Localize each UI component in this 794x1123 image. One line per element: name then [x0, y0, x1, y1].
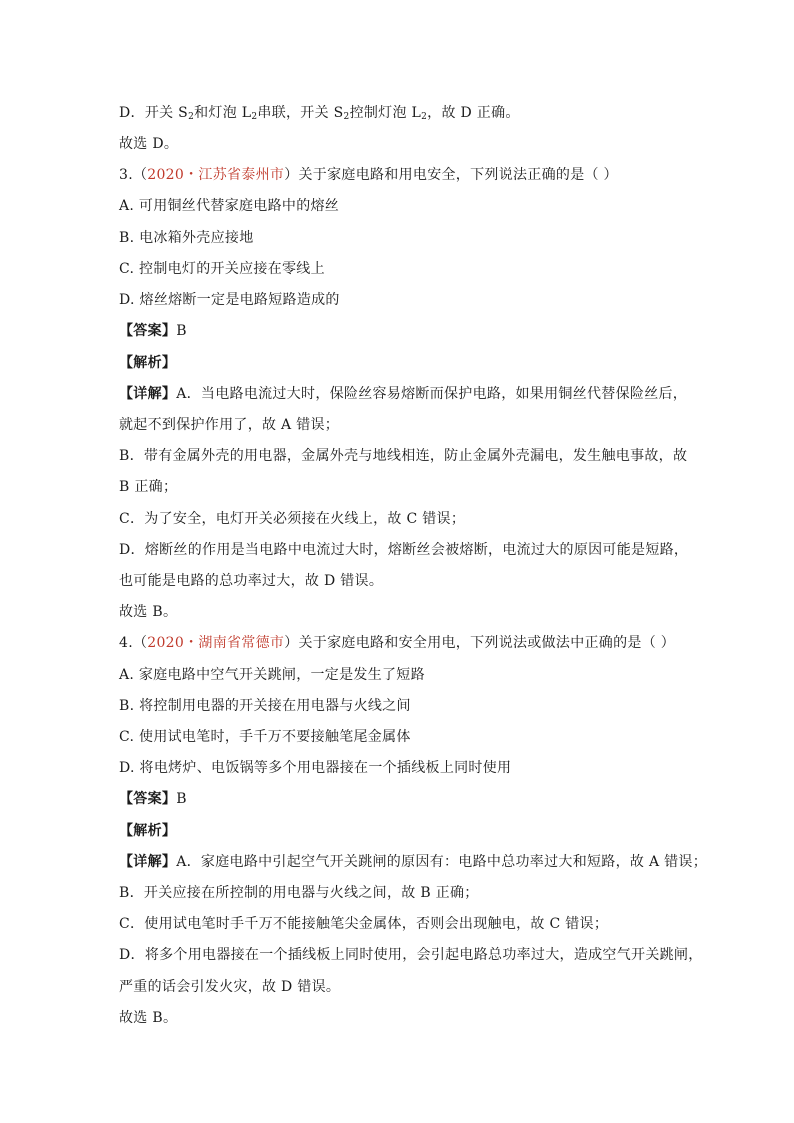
q4-option-b: B. 将控制用电器的开关接在用电器与火线之间	[119, 698, 411, 714]
detail-tag: 【详解】	[119, 386, 177, 402]
q4-detail-line: C．使用试电笔时手千万不能接触笔尖金属体，否则会出现触电，故 C 错误；	[119, 916, 609, 932]
q3-detail-line: 也可能是电路的总功率过大，故 D 错误。	[119, 573, 384, 589]
question-text: ）关于家庭电路和安全用电，下列说法或做法中正确的是（ ）	[284, 635, 676, 651]
detail-text: A．当电路电流过大时，保险丝容易熔断而保护电路，如果用铜丝代替保险丝后，	[176, 386, 688, 402]
q4-detail-line: 严重的话会引发火灾，故 D 错误。	[119, 979, 341, 995]
q3-option-c: C. 控制电灯的开关应接在零线上	[119, 261, 325, 277]
detail-text: A．家庭电路中引起空气开关跳闸的原因有：电路中总功率过大和短路，故 A 错误；	[176, 854, 708, 870]
subscript: 2	[421, 112, 428, 122]
q3-stem	[119, 166, 618, 184]
question-text: ）关于家庭电路和用电安全，下列说法正确的是（ ）	[284, 167, 618, 183]
answer-tag: 【答案】	[119, 323, 177, 339]
answer-value: B	[176, 323, 187, 339]
q3-detail-line: B 正确；	[119, 479, 178, 495]
q3-detail-line: B．带有金属外壳的用电器，金属外壳与地线相连，防止金属外壳漏电，发生触电事故，故	[119, 448, 688, 464]
q4-conclusion: 故选 B。	[119, 1010, 178, 1026]
q4-detail-line	[119, 853, 707, 871]
q4-answer	[119, 790, 187, 808]
q3-answer	[119, 322, 187, 340]
q4-stem	[119, 634, 675, 652]
question-number: 4.（	[119, 635, 148, 651]
text-run: 和灯泡 L	[194, 105, 252, 121]
answer-value: B	[176, 791, 187, 807]
q4-detail-line: D．将多个用电器接在一个插线板上同时使用，会引起电路总功率过大，造成空气开关跳闸，	[119, 947, 703, 963]
question-source: 2020・湖南省常德市	[147, 635, 285, 651]
q3-option-b: B. 电冰箱外壳应接地	[119, 230, 254, 246]
answer-tag: 【答案】	[119, 791, 177, 807]
q3-analysis-tag: 【解析】	[119, 355, 177, 371]
q4-option-d: D. 将电烤炉、电饭锅等多个用电器接在一个插线板上同时使用	[119, 760, 512, 776]
text-run: 控制灯泡 L	[349, 105, 422, 121]
q3-option-a: A. 可用铜丝代替家庭电路中的熔丝	[119, 198, 340, 214]
detail-tag: 【详解】	[119, 854, 177, 870]
q3-detail-line: 就起不到保护作用了，故 A 错误；	[119, 417, 340, 433]
q3-detail-line: C．为了安全，电灯开关必须接在火线上，故 C 错误；	[119, 511, 466, 527]
q4-detail-line: B．开关应接在所控制的用电器与火线之间，故 B 正确；	[119, 885, 479, 901]
q4-analysis-tag: 【解析】	[119, 823, 177, 839]
subscript: 2	[188, 112, 195, 122]
prev-conclusion: 故选 D。	[119, 136, 179, 152]
prev-option-d	[119, 104, 520, 126]
question-source: 2020・江苏省泰州市	[147, 167, 285, 183]
question-number: 3.（	[119, 167, 148, 183]
q3-option-d: D. 熔丝熔断一定是电路短路造成的	[119, 292, 340, 308]
subscript: 2	[251, 112, 258, 122]
subscript: 2	[343, 112, 350, 122]
q3-conclusion: 故选 B。	[119, 604, 178, 620]
q3-detail-line	[119, 385, 687, 403]
q4-option-a: A. 家庭电路中空气开关跳闸，一定是发生了短路	[119, 667, 425, 683]
text-run: ，故 D 正确。	[427, 105, 520, 121]
q3-detail-line: D．熔断丝的作用是当电路中电流过大时，熔断丝会被熔断，电流过大的原因可能是短路，	[119, 542, 689, 558]
q4-option-c: C. 使用试电笔时，手千万不要接触笔尾金属体	[119, 729, 411, 745]
text-run: 串联，开关 S	[257, 105, 344, 121]
text-run: D．开关 S	[119, 105, 189, 121]
